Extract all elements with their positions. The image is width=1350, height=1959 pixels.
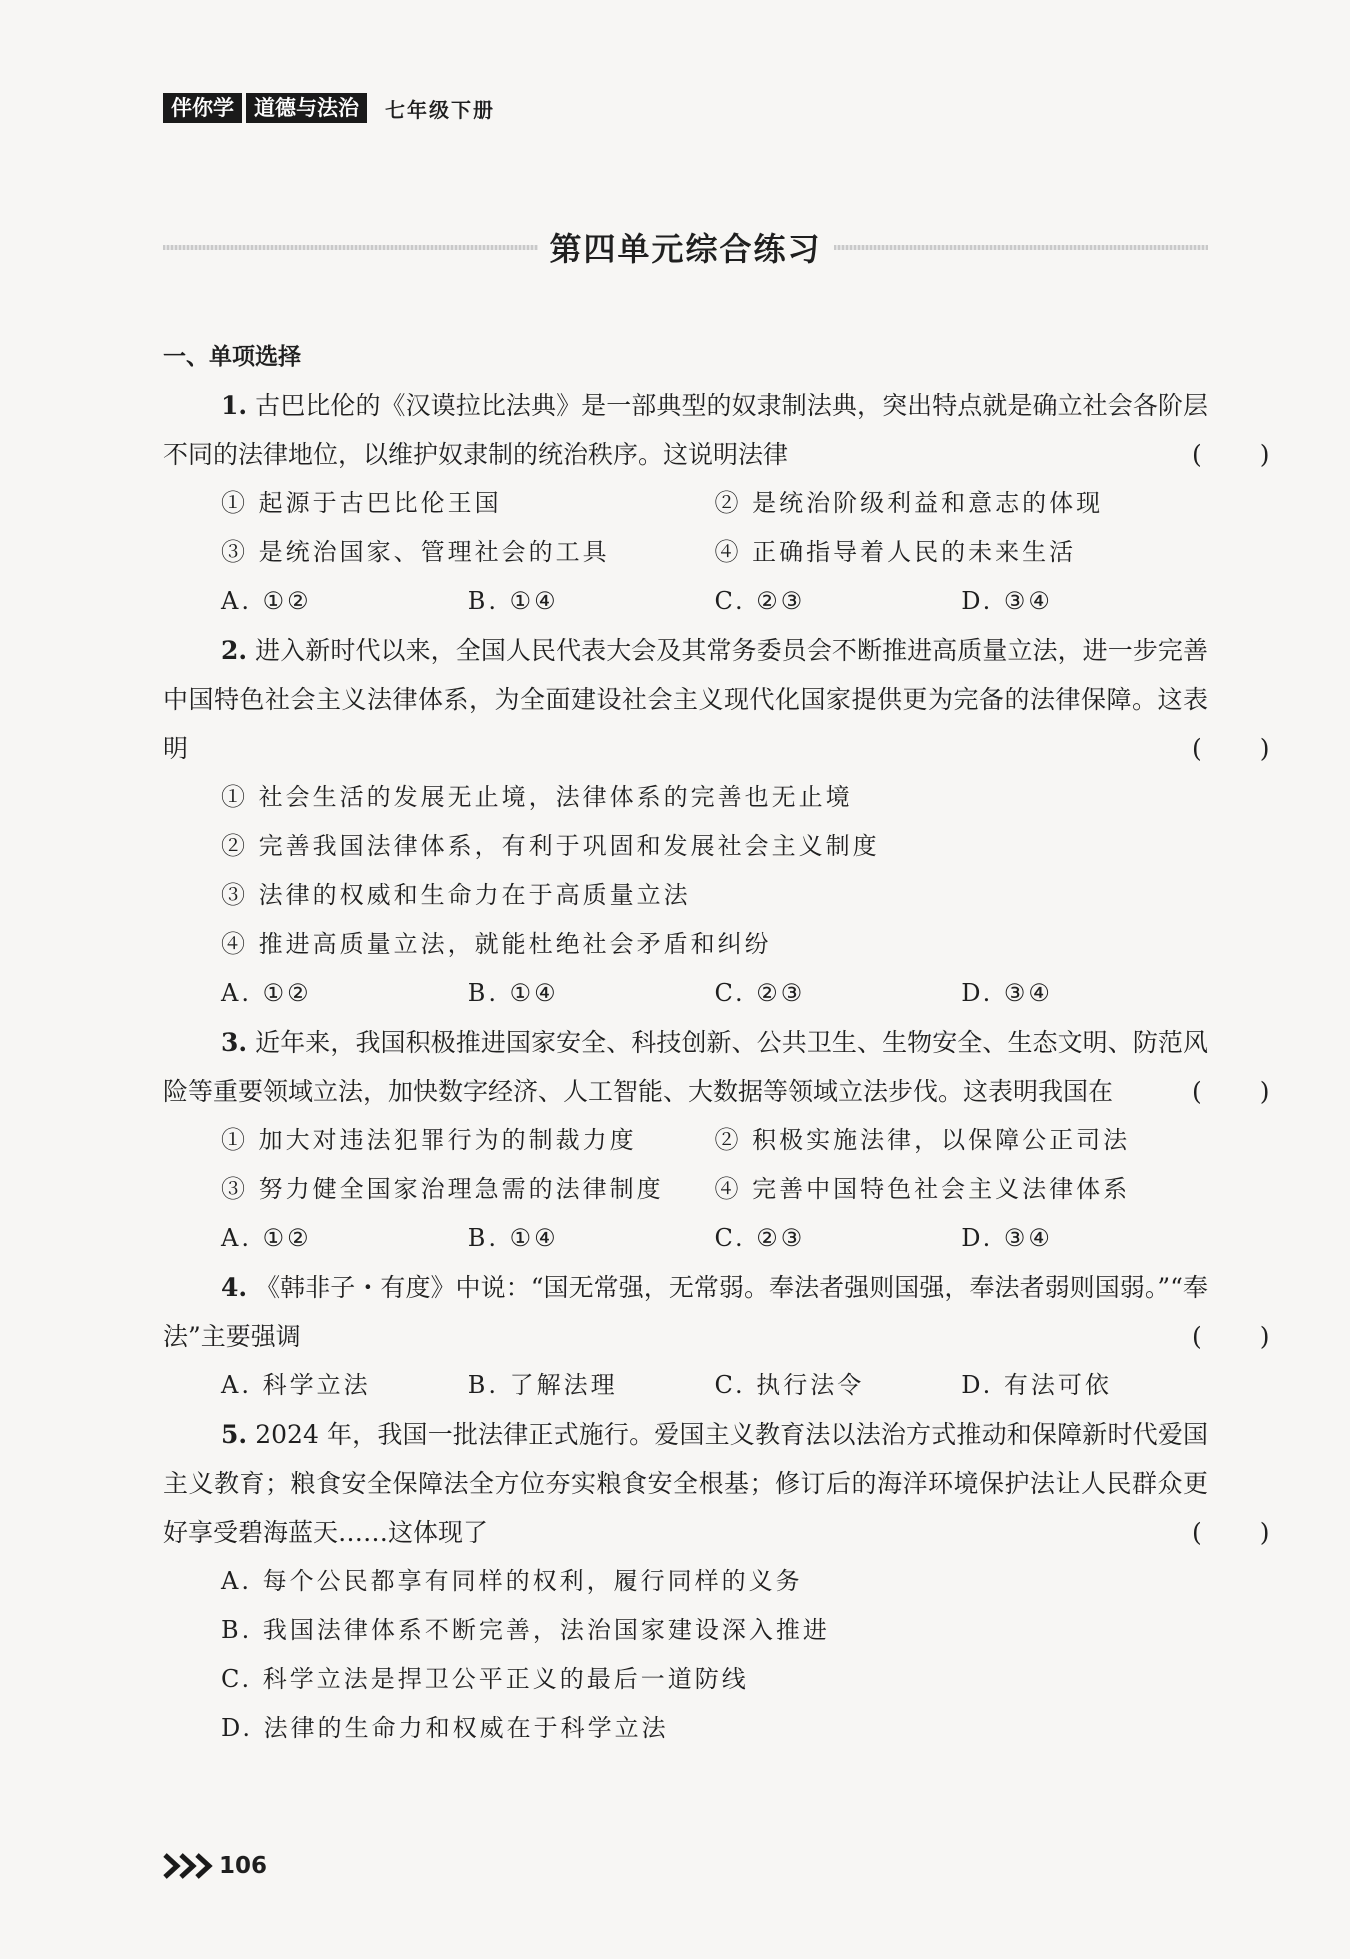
triple-chevron-icon xyxy=(163,1853,217,1879)
question-stem xyxy=(163,381,1270,479)
answer-choices xyxy=(221,1361,1208,1410)
question-number: 2. xyxy=(221,636,248,665)
choice-option: D. ③④ xyxy=(961,1224,1053,1252)
question-list xyxy=(163,381,1270,1753)
answer-choices xyxy=(221,969,1208,1018)
question-number: 4. xyxy=(221,1273,248,1302)
choice-option: A. ①② xyxy=(221,979,312,1007)
choice-option: B. ①④ xyxy=(467,587,559,615)
statement-option: ③ 法律的权威和生命力在于高质量立法 xyxy=(221,881,691,909)
statement-option: ④ 正确指导着人民的未来生活 xyxy=(714,538,1077,566)
question-3 xyxy=(163,1018,1270,1263)
paren-close: ) xyxy=(1259,1322,1270,1351)
question-text: 《韩非子・有度》中说：“国无常强，无常弱。奉法者强则国强，奉法者弱则国弱。”“奉法”主要强调 xyxy=(163,1273,1208,1351)
choice-option: D. ③④ xyxy=(961,587,1053,615)
answer-blank xyxy=(1134,724,1270,773)
answer-blank xyxy=(1134,1312,1270,1361)
paren-open: ( xyxy=(1192,1518,1202,1547)
question-number: 5. xyxy=(221,1420,248,1449)
statement-option: ④ 完善中国特色社会主义法律体系 xyxy=(714,1175,1131,1203)
grade-label: 七年级下册 xyxy=(385,97,495,122)
statement-option: ① 起源于古巴比伦王国 xyxy=(221,489,502,517)
question-text: 2024 年，我国一批法律正式施行。爱国主义教育法以法治方式推动和保障新时代爱国主义教育；粮食安全保障法全方位夯实粮食安全根基；修订后的海洋环境保护法让人民群众更好享受碧海蓝天……这体现了 xyxy=(163,1420,1208,1547)
question-number: 3. xyxy=(221,1028,248,1057)
question-stem xyxy=(163,1018,1270,1116)
statement-option: ③ 是统治国家、管理社会的工具 xyxy=(221,538,610,566)
choice-option: A. ①② xyxy=(221,1224,312,1252)
statement-option: ① 加大对违法犯罪行为的制裁力度 xyxy=(221,1126,637,1154)
answer-blank xyxy=(1134,1067,1270,1116)
answer-choices xyxy=(221,577,1208,626)
choice-option: A. ①② xyxy=(221,587,312,615)
question-text: 古巴比伦的《汉谟拉比法典》是一部典型的奴隶制法典，突出特点就是确立社会各阶层不同的法律地位，以维护奴隶制的统治秩序。这说明法律 xyxy=(163,391,1208,469)
paren-close: ) xyxy=(1259,1518,1270,1547)
question-2 xyxy=(163,626,1270,1018)
answer-options xyxy=(163,1361,1208,1410)
question-4 xyxy=(163,1263,1270,1410)
statement-options xyxy=(163,1116,1208,1263)
page-number: 106 xyxy=(219,1853,268,1879)
paren-close: ) xyxy=(1259,734,1270,763)
statement-option: ② 完善我国法律体系，有利于巩固和发展社会主义制度 xyxy=(221,832,880,860)
question-number: 1. xyxy=(221,391,248,420)
statement-options xyxy=(163,479,1208,626)
paren-open: ( xyxy=(1192,1077,1202,1106)
choice-option: B. 我国法律体系不断完善，法治国家建设深入推进 xyxy=(221,1616,830,1644)
paren-open: ( xyxy=(1192,1322,1202,1351)
choice-option: C. 科学立法是捍卫公平正义的最后一道防线 xyxy=(221,1665,749,1693)
paren-open: ( xyxy=(1192,734,1202,763)
choice-option: D. 法律的生命力和权威在于科学立法 xyxy=(221,1714,669,1742)
question-stem xyxy=(163,1410,1270,1557)
answer-options xyxy=(163,1557,1208,1753)
answer-blank xyxy=(1134,430,1270,479)
question-5 xyxy=(163,1410,1270,1753)
running-header xyxy=(163,92,495,124)
question-1 xyxy=(163,381,1270,626)
statement-options xyxy=(163,773,1208,1018)
paren-open: ( xyxy=(1192,440,1202,469)
unit-title-row xyxy=(163,222,1208,272)
choice-option: B. 了解法理 xyxy=(467,1371,618,1399)
choice-option: A. 每个公民都享有同样的权利，履行同样的义务 xyxy=(221,1567,803,1595)
choice-option: C. ②③ xyxy=(714,979,806,1007)
title-rule-left xyxy=(163,245,538,250)
question-stem xyxy=(163,1263,1270,1361)
choice-option: B. ①④ xyxy=(467,979,559,1007)
statement-option: ② 积极实施法律，以保障公正司法 xyxy=(714,1126,1131,1154)
page-footer xyxy=(163,1853,267,1879)
choice-option: B. ①④ xyxy=(467,1224,559,1252)
subject-tag: 道德与法治 xyxy=(246,93,367,123)
choice-option: A. 科学立法 xyxy=(221,1371,371,1399)
choice-option: C. ②③ xyxy=(714,1224,806,1252)
title-rule-right xyxy=(834,245,1209,250)
statement-option: ④ 推进高质量立法，就能杜绝社会矛盾和纠纷 xyxy=(221,930,772,958)
statement-option: ③ 努力健全国家治理急需的法律制度 xyxy=(221,1175,664,1203)
choice-option: D. ③④ xyxy=(961,979,1053,1007)
series-tag: 伴你学 xyxy=(163,93,242,123)
choice-option: C. 执行法令 xyxy=(714,1371,865,1399)
choice-option: D. 有法可依 xyxy=(961,1371,1112,1399)
answer-blank xyxy=(1134,1508,1270,1557)
paren-close: ) xyxy=(1259,440,1270,469)
unit-title: 第四单元综合练习 xyxy=(549,230,822,268)
statement-option: ① 社会生活的发展无止境，法律体系的完善也无止境 xyxy=(221,783,853,811)
question-stem xyxy=(163,626,1270,773)
question-text: 近年来，我国积极推进国家安全、科技创新、公共卫生、生物安全、生态文明、防范风险等重要领域立法，加快数字经济、人工智能、大数据等领域立法步伐。这表明我国在 xyxy=(163,1028,1208,1106)
section-heading: 一、单项选择 xyxy=(163,344,301,370)
question-text: 进入新时代以来，全国人民代表大会及其常务委员会不断推进高质量立法，进一步完善中国特色社会主义法律体系，为全面建设社会主义现代化国家提供更为完备的法律保障。这表明 xyxy=(163,636,1208,763)
answer-choices xyxy=(221,1214,1208,1263)
statement-option: ② 是统治阶级利益和意志的体现 xyxy=(714,489,1104,517)
paren-close: ) xyxy=(1259,1077,1270,1106)
choice-option: C. ②③ xyxy=(714,587,806,615)
